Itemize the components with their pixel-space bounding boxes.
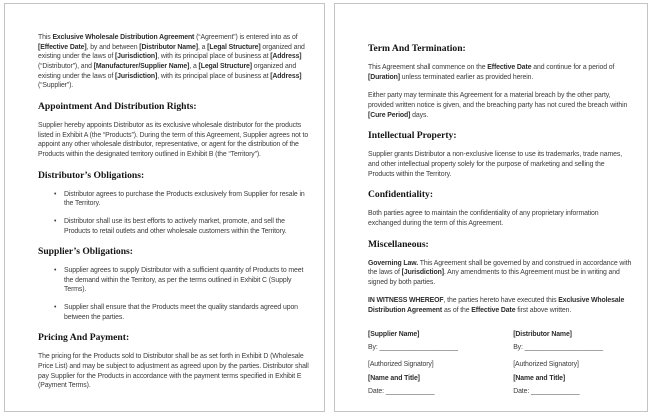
text-run: organized and existing under the laws of (38, 43, 305, 61)
bold-text-run: [Address] (270, 72, 302, 80)
bold-text-run: Governing Law. (368, 259, 419, 267)
bold-text-run: Exclusive Wholesale Distribution Agreement (368, 297, 625, 315)
bold-text-run: [Cure Period] (368, 111, 411, 119)
text-run: (“Supplier”). (38, 82, 74, 90)
signature-line: Date: _____________ (368, 388, 435, 396)
text-run: and continue for a period of (531, 63, 615, 71)
bold-text-run: Effective Date (487, 63, 532, 71)
text-run: This Agreement shall commence on the (368, 63, 488, 71)
text-run: This (38, 34, 53, 41)
bold-text-run: [Jurisdiction] (114, 53, 158, 61)
bold-text-run: [Legal Structure] (207, 43, 261, 51)
text-run: Supplier hereby appoints Distributor as its exclusive wholesale distributor for the products listed in Exhibit A (the “Products”). During the term of this Agreement, Supplier agrees not to appoint any other wholesale distributor, representative, or agent for the distribution of the Products within the designated territory outlined in Exhibit B (the “Territory”). (38, 121, 309, 158)
section-heading: Confidentiality: (368, 189, 434, 201)
paragraph (38, 121, 309, 160)
bullet-item (54, 190, 309, 209)
paragraph (38, 33, 309, 91)
section-heading: Miscellaneous: (368, 238, 429, 250)
signature-line: [Authorized Signatory] (368, 360, 434, 368)
text-run: . Any amendments to this Agreement must be in writing and signed by both parties. (368, 269, 620, 286)
signature-line: [Name and Title] (368, 375, 420, 383)
paragraph (38, 352, 309, 391)
text-run: Either party may terminate this Agreement for a material breach by the other party, provided written notice is given, and the breaching party has not cured the breach within (368, 92, 628, 109)
bullet-item (54, 217, 309, 236)
signature-line: [Supplier Name] (368, 330, 420, 338)
text-run: Distributor shall use its best efforts to actively market, promote, and sell the Products to retail outlets and other wholesale customers within the Territory. (64, 217, 287, 235)
bold-text-run: [Legal Structure] (198, 62, 252, 70)
section-heading: Pricing And Payment: (38, 332, 130, 344)
text-run: This Agreement shall be governed by and construed in accordance with the laws of (368, 259, 632, 277)
text-run: Supplier shall ensure that the Products meet the quality standards agreed upon between the parties. (64, 304, 298, 321)
bold-text-run: Exclusive Wholesale Distribution Agreement (52, 34, 195, 41)
bold-text-run: [Jurisdiction] (114, 72, 158, 80)
signature-line: Date: _____________ (513, 388, 580, 396)
text-run: Supplier agrees to supply Distributor with a sufficient quantity of Products to meet the demand within the Territory, as per the terms outlined in Exhibit C (Supply Terms). (64, 267, 304, 294)
bold-text-run: [Distributor Name] (139, 43, 198, 51)
section-heading: Term And Termination: (368, 43, 466, 54)
signature-line: By: _____________________ (368, 343, 458, 351)
section-heading: Intellectual Property: (368, 130, 457, 142)
text-run: , the parties hereto have executed this (443, 297, 559, 305)
bold-text-run: IN WITNESS WHEREOF (368, 297, 444, 305)
text-run: (“Distributor”), and (38, 62, 94, 70)
signature-column (513, 330, 632, 401)
text-run: , by and between (86, 43, 140, 51)
bold-text-run: Effective Date (471, 307, 516, 315)
paragraph (368, 259, 632, 288)
text-run: , a (197, 43, 208, 51)
page-2 (334, 3, 648, 412)
signature-block (368, 330, 632, 401)
text-run: , with its principal place of business at (157, 72, 271, 80)
paragraph (368, 296, 632, 315)
bullet-list (38, 266, 309, 322)
paragraph (368, 91, 632, 120)
text-run: Distributor agrees to purchase the Products exclusively from Supplier for resale in the Territory. (64, 190, 305, 208)
paragraph (368, 209, 632, 228)
section-heading: Supplier’s Obligations: (38, 246, 133, 258)
signature-line: By: _____________________ (513, 343, 604, 351)
text-run: Both parties agree to maintain the confidentiality of any proprietary information exchanged during the term of this Agreement. (368, 210, 599, 227)
signature-column (368, 330, 513, 401)
page-1 (4, 3, 325, 412)
section-heading: Appointment And Distribution Rights: (38, 100, 197, 112)
bold-text-run: [Duration] (368, 73, 400, 81)
bullet-item (54, 303, 309, 322)
bold-text-run: [Manufacturer/Supplier Name] (93, 62, 190, 70)
bold-text-run: [Effective Date] (38, 43, 87, 51)
section-heading: Distributor’s Obligations: (38, 169, 145, 181)
text-run: first above written. (515, 307, 572, 315)
text-run: Supplier grants Distributor a non-exclusive license to use its trademarks, trade names, and other intellectual property solely for the purpose of marketing and selling the Products within the Territory. (368, 151, 623, 178)
text-run: as of the (442, 307, 472, 315)
text-run: The pricing for the Products sold to Distributor shall be as set forth in Exhibit D (Wholesale Price List) and may be subject to adjustment as agreed upon by the parties. Distributor shall pay Supplier for the Products in accordance with the payment terms specified in Exhibit E (Payment Terms). (38, 353, 309, 390)
bullet-item (54, 266, 309, 295)
page-1-content (5, 4, 324, 391)
bold-text-run: [Address] (270, 53, 302, 61)
signature-line: [Name and Title] (513, 375, 566, 383)
text-run: organized and existing under the laws of (38, 62, 297, 80)
text-run: , a (189, 62, 199, 70)
signature-line: [Authorized Signatory] (513, 360, 579, 368)
text-run: , with its principal place of business at (157, 53, 271, 61)
bullet-list (38, 190, 309, 237)
page-2-content (335, 4, 647, 401)
paragraph (368, 150, 632, 179)
bold-text-run: [Jurisdiction] (401, 269, 444, 277)
signature-line: [Distributor Name] (513, 330, 572, 338)
text-run: days. (410, 111, 429, 119)
text-run: (“Agreement”) is entered into as of (194, 34, 298, 41)
paragraph (368, 63, 632, 82)
text-run: unless terminated earlier as provided herein. (399, 73, 534, 81)
